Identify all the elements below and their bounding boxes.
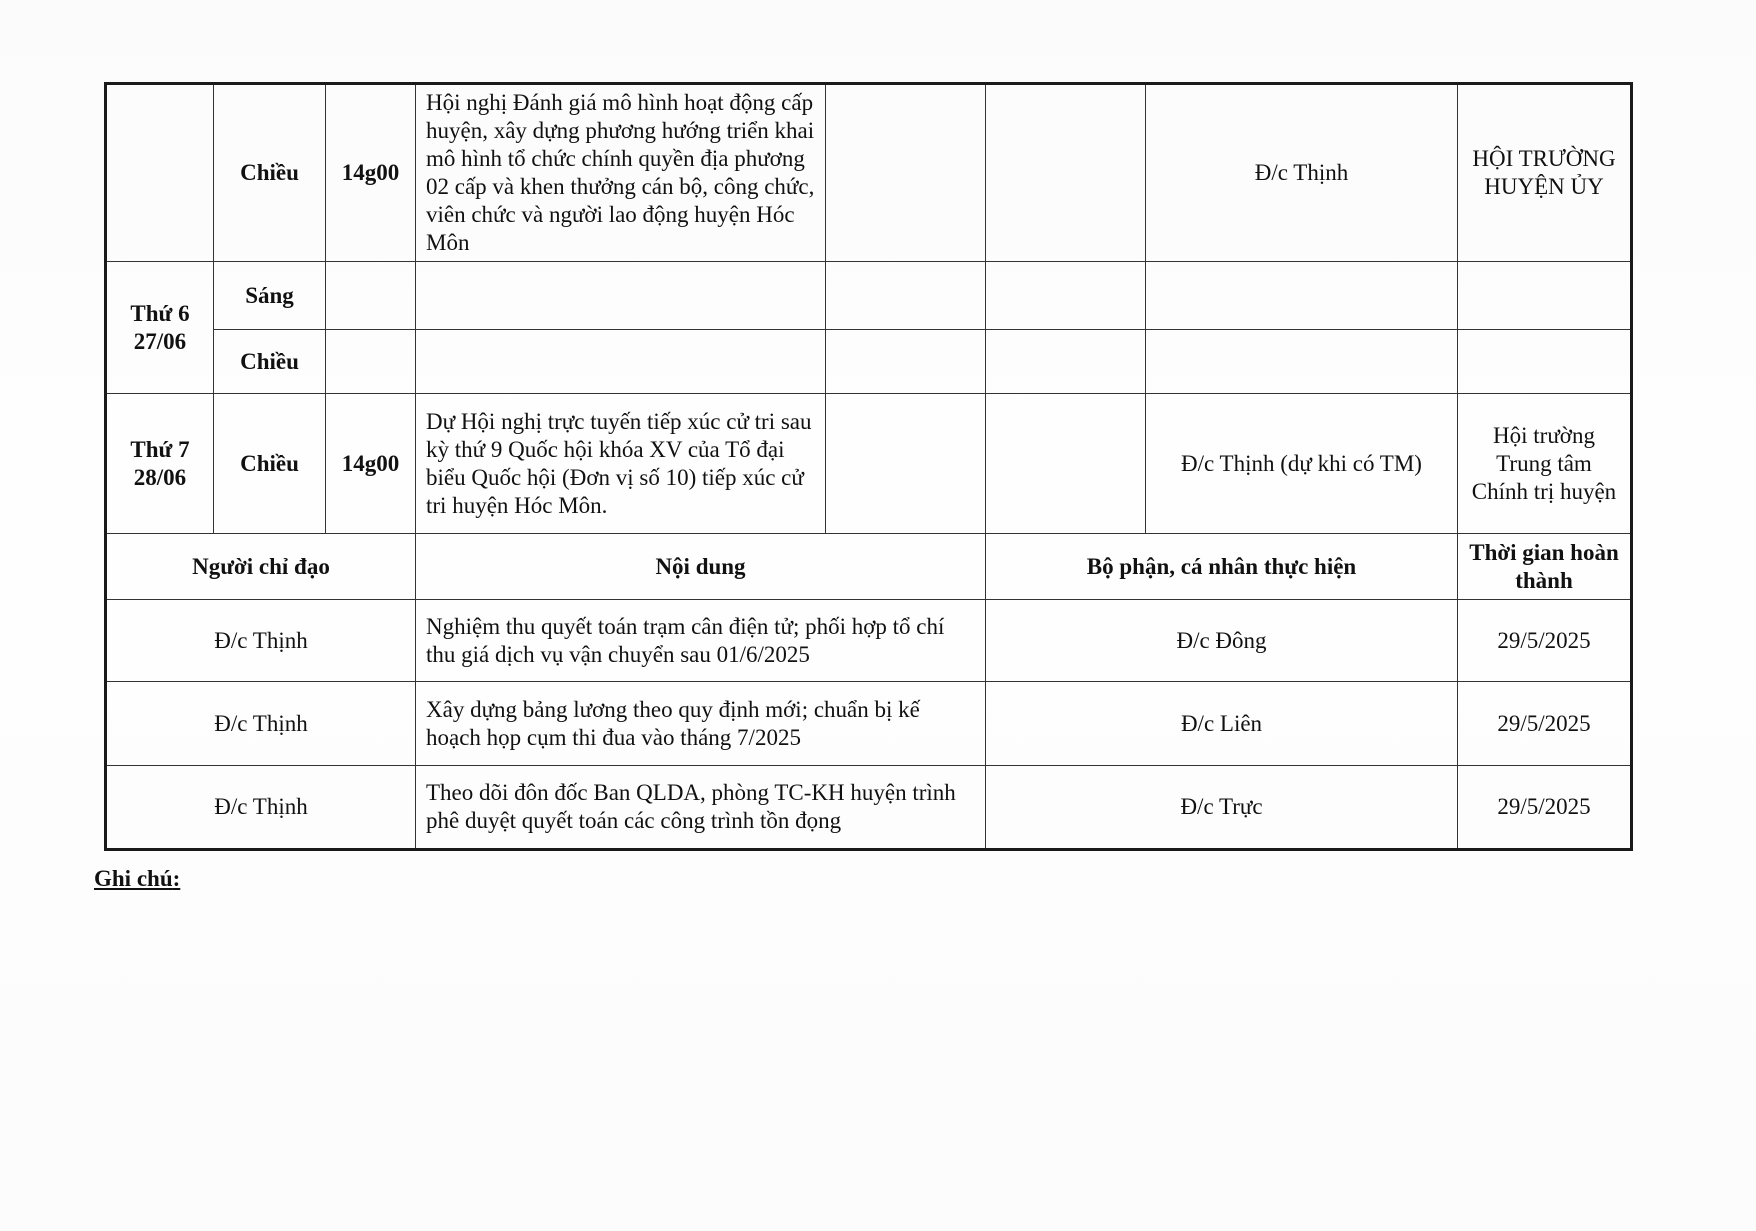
schedule-row (106, 262, 1632, 330)
location-cell: Hội trường Trung tâm Chính trị huyện (1458, 394, 1632, 534)
deadline-cell: 29/5/2025 (1458, 682, 1632, 766)
time-cell: 14g00 (326, 394, 416, 534)
schedule-row (106, 394, 1632, 534)
director-cell: Đ/c Thịnh (106, 682, 416, 766)
note-colon: : (172, 866, 181, 891)
prep-cell (826, 84, 986, 262)
session-cell: Sáng (214, 262, 326, 330)
day-cell: Thứ 7 28/06 (106, 394, 214, 534)
prep-cell (826, 330, 986, 394)
content-header: Nội dung (416, 534, 986, 600)
note-label (94, 866, 180, 892)
prep-cell (826, 262, 986, 330)
location-cell (1458, 330, 1632, 394)
day-cell: Thứ 6 27/06 (106, 262, 214, 394)
time-cell (326, 330, 416, 394)
content-cell: Hội nghị Đánh giá mô hình hoạt động cấp huyện, xây dựng phương hướng triển khai mô hình tổ chức chính quyền địa phương 02 cấp và khen thưởng cán bộ, công chức, viên chức và người lao động huyện Hóc Môn (416, 84, 826, 262)
task-row (106, 600, 1632, 682)
lead-cell (986, 262, 1146, 330)
time-cell: 14g00 (326, 84, 416, 262)
task-content-cell: Xây dựng bảng lương theo quy định mới; chuẩn bị kế hoạch họp cụm thi đua vào tháng 7/2025 (416, 682, 986, 766)
location-cell (1458, 262, 1632, 330)
schedule-row (106, 84, 1632, 262)
location-cell: HỘI TRƯỜNG HUYỆN ỦY (1458, 84, 1632, 262)
time-cell (326, 262, 416, 330)
session-cell: Chiều (214, 394, 326, 534)
task-content-cell: Theo dõi đôn đốc Ban QLDA, phòng TC-KH huyện trình phê duyệt quyết toán các công trình tồn đọng (416, 766, 986, 850)
participant-cell (1146, 330, 1458, 394)
task-row (106, 766, 1632, 850)
participant-cell: Đ/c Thịnh (dự khi có TM) (1146, 394, 1458, 534)
deadline-cell: 29/5/2025 (1458, 600, 1632, 682)
content-cell: Dự Hội nghị trực tuyến tiếp xúc cử tri sau kỳ thứ 9 Quốc hội khóa XV của Tổ đại biểu Quốc hội (Đơn vị số 10) tiếp xúc cử tri huyện Hóc Môn. (416, 394, 826, 534)
lead-cell (986, 84, 1146, 262)
director-cell: Đ/c Thịnh (106, 600, 416, 682)
task-row (106, 682, 1632, 766)
participant-cell: Đ/c Thịnh (1146, 84, 1458, 262)
director-header: Người chỉ đạo (106, 534, 416, 600)
lead-cell (986, 394, 1146, 534)
executor-cell: Đ/c Trực (986, 766, 1458, 850)
deadline-header: Thời gian hoàn thành (1458, 534, 1632, 600)
executor-header: Bộ phận, cá nhân thực hiện (986, 534, 1458, 600)
participant-cell (1146, 262, 1458, 330)
lead-cell (986, 330, 1146, 394)
day-cell (106, 84, 214, 262)
work-schedule-table (104, 82, 1633, 851)
executor-cell: Đ/c Đông (986, 600, 1458, 682)
session-cell: Chiều (214, 330, 326, 394)
task-content-cell: Nghiệm thu quyết toán trạm cân điện tử; phối hợp tổ chí thu giá dịch vụ vận chuyển sau 01/6/2025 (416, 600, 986, 682)
content-cell (416, 330, 826, 394)
director-cell: Đ/c Thịnh (106, 766, 416, 850)
session-cell: Chiều (214, 84, 326, 262)
executor-cell: Đ/c Liên (986, 682, 1458, 766)
prep-cell (826, 394, 986, 534)
task-header-row (106, 534, 1632, 600)
schedule-row (106, 330, 1632, 394)
note-label-text: Ghi chú (94, 866, 173, 891)
content-cell (416, 262, 826, 330)
deadline-cell: 29/5/2025 (1458, 766, 1632, 850)
